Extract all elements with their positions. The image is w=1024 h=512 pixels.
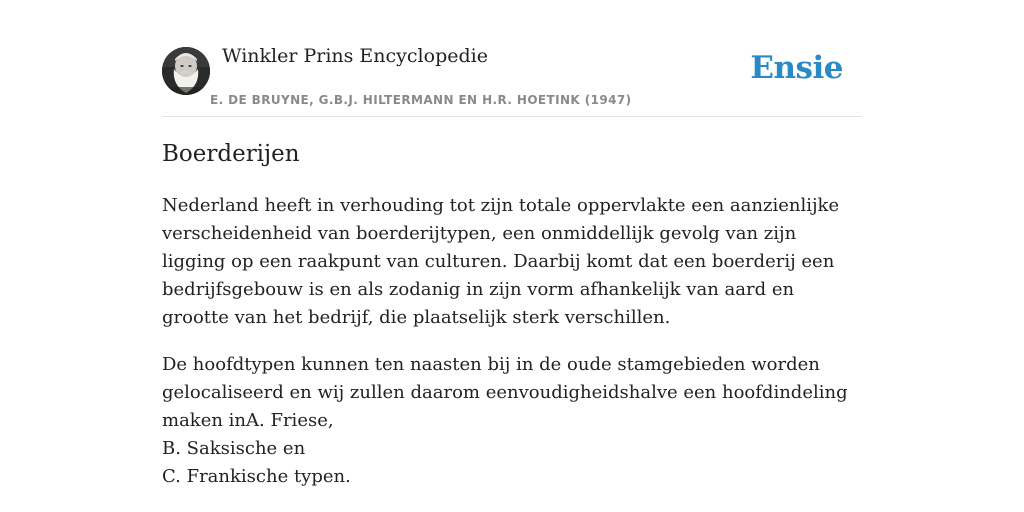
author-avatar[interactable] — [162, 47, 210, 95]
ensie-logo-link[interactable]: Ensie — [750, 50, 843, 86]
publication-title-link[interactable]: Winkler Prins Encyclopedie — [222, 45, 488, 67]
publication-header — [162, 0, 862, 117]
bearded-man-portrait-icon — [162, 47, 210, 95]
publication-authors: E. DE BRUYNE, G.B.J. HILTERMANN EN H.R. HOETINK (1947) — [210, 93, 632, 107]
article-title: Boerderijen — [162, 141, 300, 167]
article-paragraph-line: B. Saksische en — [162, 438, 306, 459]
article-paragraph: Nederland heeft in verhouding tot zijn totale oppervlakte een aanzienlijke verscheidenheid van boerderijtypen, een onmiddellijk gevolg van zijn ligging op een raakpunt van culturen. Daarbij komt dat een boerderij een bedrijfsgebouw is en als zodanig in zijn vorm afhankelijk van aard en grootte van het bedrijf, die plaatselijk sterk verschillen. — [162, 195, 840, 328]
article-paragraph-list — [162, 351, 862, 491]
article-paragraph-line: C. Frankische typen. — [162, 466, 351, 487]
article-content — [162, 138, 862, 510]
article-paragraph-line: De hoofdtypen kunnen ten naasten bij in de oude stamgebieden worden gelocaliseerd en wij zullen daarom eenvoudigheidshalve een hoofdindeling maken inA. Friese, — [162, 354, 848, 431]
